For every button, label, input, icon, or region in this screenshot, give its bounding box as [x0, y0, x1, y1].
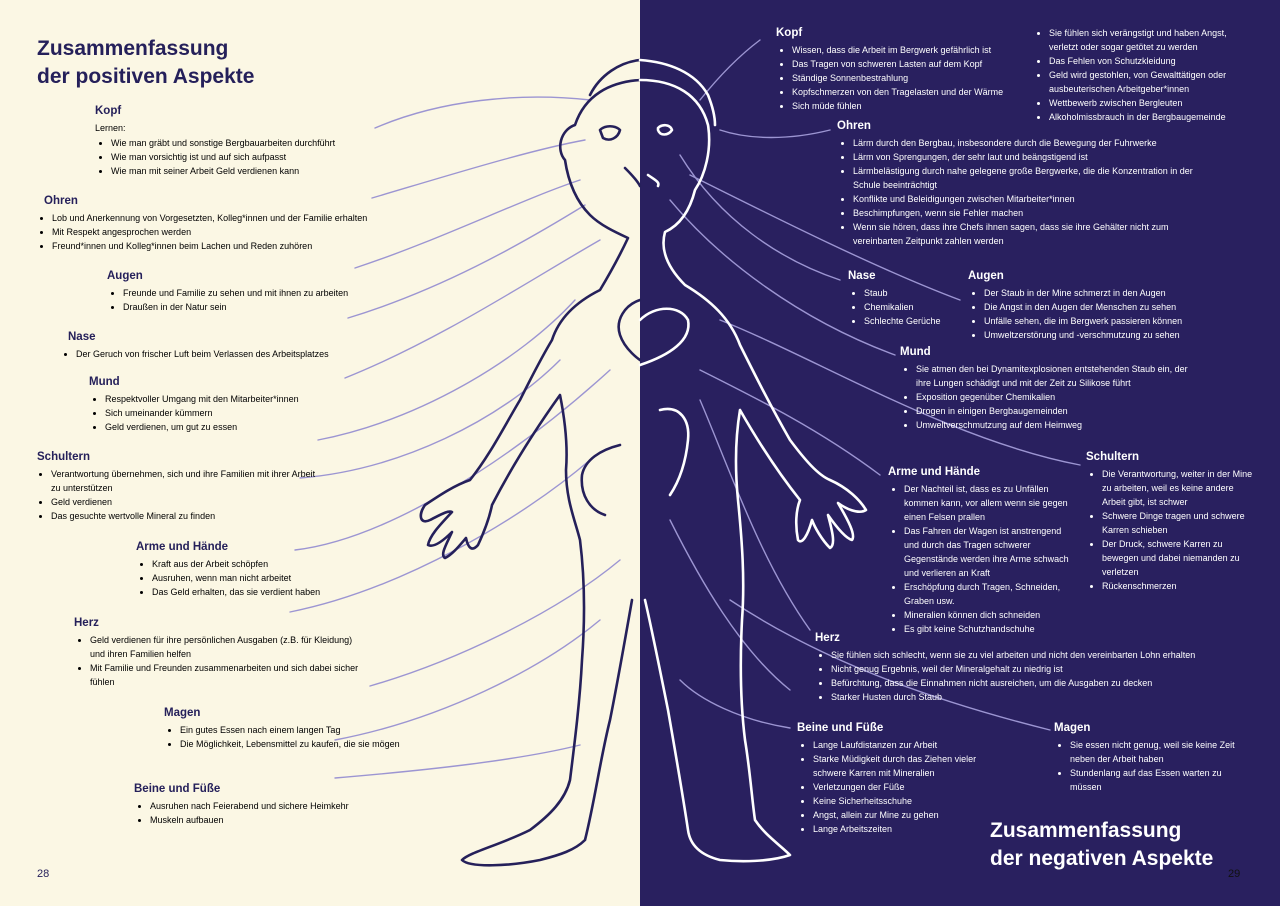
list-item: • Lärm von Sprengungen, der sehr laut und beängstigend ist — [853, 150, 1217, 164]
list-item: • Verantwortung übernehmen, sich und ihre Familien mit ihrer Arbeit zu unterstützen — [51, 467, 327, 495]
left-page-title — [37, 35, 254, 91]
list-item: • Ständige Sonnenbestrahlung — [792, 71, 1036, 85]
left-section-ohren — [44, 194, 464, 253]
list-item: • Freund*innen und Kolleg*innen beim Lachen und Reden zuhören — [52, 239, 464, 253]
right-section-herz — [815, 631, 1245, 704]
list-item: • Starke Müdigkeit durch das Ziehen vieler schwere Karren mit Mineralien — [813, 752, 987, 780]
list-item: • Das Fahren der Wagen ist anstrengend und durch das Tragen schwerer Gegenstände werden ihre Arme schwach und verlieren an Kraft — [904, 524, 1078, 580]
list-item: • Lange Laufdistanzen zur Arbeit — [813, 738, 987, 752]
right-section-magen — [1054, 721, 1244, 794]
list-item: • Mit Familie und Freunden zusammenarbeiten und sich dabei sicher fühlen — [90, 661, 364, 689]
left-title-line2: der positiven Aspekte — [37, 65, 255, 88]
section-heading: Augen — [968, 270, 1004, 282]
list-item: • Exposition gegenüber Chemikalien — [916, 390, 1205, 404]
section-heading: Ohren — [837, 120, 871, 132]
list-item: • Mit Respekt angesprochen werden — [52, 225, 464, 239]
right-section-kopf — [776, 26, 1036, 113]
list-item: • Die Möglichkeit, Lebensmittel zu kaufen, die sie mögen — [180, 737, 464, 751]
list-item: • Das Fehlen von Schutzkleidung — [1049, 54, 1258, 68]
right-section-nase — [848, 269, 963, 328]
list-item: • Lärmbelästigung durch nahe gelegene große Bergwerke, die die Konzentration in der Schule beeinträchtigt — [853, 164, 1217, 192]
list-item: • Rückenschmerzen — [1102, 579, 1256, 593]
list-item: • Das gesuchte wertvolle Mineral zu finden — [51, 509, 327, 523]
section-intro: Lernen: — [95, 123, 126, 133]
list-item: • Stundenlang auf das Essen warten zu müssen — [1070, 766, 1244, 794]
left-section-augen — [107, 269, 527, 314]
right-section-ohren — [837, 119, 1217, 248]
list-item: • Sie fühlen sich verängstigt und haben Angst, verletzt oder sogar getötet zu werden — [1049, 26, 1258, 54]
list-item: • Geld verdienen für ihre persönlichen Ausgaben (z.B. für Kleidung) und ihren Familien helfen — [90, 633, 364, 661]
left-section-beine — [134, 782, 434, 827]
section-heading: Herz — [74, 617, 99, 629]
section-heading: Schultern — [37, 451, 91, 463]
section-heading: Magen — [1054, 722, 1091, 734]
list-item: • Beschimpfungen, wenn sie Fehler machen — [853, 206, 1217, 220]
list-item: • Wie man vorsichtig ist und auf sich aufpasst — [111, 150, 515, 164]
list-item: • Sich umeinander kümmern — [105, 406, 509, 420]
left-section-schultern — [37, 450, 327, 523]
section-heading: Magen — [164, 707, 201, 719]
list-item: • Ausruhen, wenn man nicht arbeitet — [152, 571, 436, 585]
list-item: • Erschöpfung durch Tragen, Schneiden, Graben usw. — [904, 580, 1078, 608]
list-item: • Freunde und Familie zu sehen und mit ihnen zu arbeiten — [123, 286, 527, 300]
list-item: • Verletzungen der Füße — [813, 780, 987, 794]
list-item: • Kraft aus der Arbeit schöpfen — [152, 557, 436, 571]
section-heading: Kopf — [95, 105, 122, 117]
right-section-augen — [968, 269, 1238, 342]
page-number-right: 29 — [1228, 868, 1241, 880]
left-section-nase — [68, 330, 488, 361]
list-item: • Lange Arbeitszeiten — [813, 822, 987, 836]
section-heading: Arme und Hände — [888, 466, 981, 478]
list-item: • Ein gutes Essen nach einem langen Tag — [180, 723, 464, 737]
list-item: • Die Angst in den Augen der Menschen zu sehen — [984, 300, 1238, 314]
list-item: • Wissen, dass die Arbeit im Bergwerk gefährlich ist — [792, 43, 1036, 57]
list-item: • Ausruhen nach Feierabend und sichere Heimkehr — [150, 799, 434, 813]
list-item: • Muskeln aufbauen — [150, 813, 434, 827]
list-item: • Konflikte und Beleidigungen zwischen Mitarbeiter*innen — [853, 192, 1217, 206]
left-section-herz — [74, 616, 364, 689]
list-item: • Umweltzerstörung und -verschmutzung zu sehen — [984, 328, 1238, 342]
section-heading: Mund — [89, 376, 120, 388]
section-heading: Augen — [107, 270, 143, 282]
right-section-arme — [888, 465, 1078, 636]
list-item: • Der Staub in der Mine schmerzt in den Augen — [984, 286, 1238, 300]
list-item: • Geld wird gestohlen, von Gewalttätigen oder ausbeuterischen Arbeitgeber*innen — [1049, 68, 1258, 96]
list-item: • Sie fühlen sich schlecht, wenn sie zu viel arbeiten und nicht den vereinbarten Lohn erhalten — [831, 648, 1245, 662]
list-item: • Sich müde fühlen — [792, 99, 1036, 113]
list-item: • Umweltverschmutzung auf dem Heimweg — [916, 418, 1205, 432]
list-item: • Respektvoller Umgang mit den Mitarbeiter*innen — [105, 392, 509, 406]
list-item: • Befürchtung, dass die Einnahmen nicht ausreichen, um die Ausgaben zu decken — [831, 676, 1245, 690]
list-item: • Die Verantwortung, weiter in der Mine zu arbeiten, weil es keine andere Arbeit gibt, ist schwer — [1102, 467, 1256, 509]
left-section-arme — [136, 540, 436, 599]
list-item: • Das Tragen von schweren Lasten auf dem Kopf — [792, 57, 1036, 71]
list-item: • Nicht genug Ergebnis, weil der Mineralgehalt zu niedrig ist — [831, 662, 1245, 676]
section-heading: Beine und Füße — [134, 783, 221, 795]
list-item: • Sie atmen den bei Dynamitexplosionen entstehenden Staub ein, der ihre Lungen schädigt und mit der Zeit zu Silikose führt — [916, 362, 1205, 390]
list-item: • Wie man gräbt und sonstige Bergbauarbeiten durchführt — [111, 136, 515, 150]
list-item: • Der Geruch von frischer Luft beim Verlassen des Arbeitsplatzes — [76, 347, 488, 361]
right-page-title — [990, 817, 1213, 873]
page-number-left: 28 — [37, 868, 50, 880]
list-item: • Alkoholmissbrauch in der Bergbaugemeinde — [1049, 110, 1258, 124]
right-title-line2: der negativen Aspekte — [990, 847, 1214, 870]
section-heading: Nase — [848, 270, 876, 282]
right-section-schultern — [1086, 450, 1256, 593]
list-item: • Staub — [864, 286, 963, 300]
list-item: • Lob und Anerkennung von Vorgesetzten, Kolleg*innen und der Familie erhalten — [52, 211, 464, 225]
list-item: • Der Nachteil ist, dass es zu Unfällen kommen kann, vor allem wenn sie gegen einen Felsen prallen — [904, 482, 1078, 524]
list-item: • Drogen in einigen Bergbaugemeinden — [916, 404, 1205, 418]
section-heading: Kopf — [776, 27, 803, 39]
section-heading: Ohren — [44, 195, 78, 207]
section-heading: Herz — [815, 632, 840, 644]
list-item: • Angst, allein zur Mine zu gehen — [813, 808, 987, 822]
list-item: • Es gibt keine Schutzhandschuhe — [904, 622, 1078, 636]
right-title-line1: Zusammenfassung — [990, 819, 1182, 842]
list-item: • Geld verdienen — [51, 495, 327, 509]
section-heading: Schultern — [1086, 451, 1140, 463]
list-item: • Geld verdienen, um gut zu essen — [105, 420, 509, 434]
list-item: • Sie essen nicht genug, weil sie keine Zeit neben der Arbeit haben — [1070, 738, 1244, 766]
left-section-magen — [164, 706, 464, 751]
section-heading: Nase — [68, 331, 96, 343]
left-title-line1: Zusammenfassung — [37, 37, 229, 60]
list-item: • Wie man mit seiner Arbeit Geld verdienen kann — [111, 164, 515, 178]
list-item: • Wenn sie hören, dass ihre Chefs ihnen sagen, dass sie ihre Gehälter nicht zum vereinbarten Zeitpunkt zahlen werden — [853, 220, 1217, 248]
section-heading: Arme und Hände — [136, 541, 229, 553]
list-item: • Keine Sicherheitsschuhe — [813, 794, 987, 808]
list-item: • Mineralien können dich schneiden — [904, 608, 1078, 622]
list-item: • Der Druck, schwere Karren zu bewegen und dabei niemanden zu verletzen — [1102, 537, 1256, 579]
list-item: • Schwere Dinge tragen und schwere Karren schieben — [1102, 509, 1256, 537]
list-item: • Unfälle sehen, die im Bergwerk passieren können — [984, 314, 1238, 328]
list-item: • Starker Husten durch Staub — [831, 690, 1245, 704]
left-section-mund — [89, 375, 509, 434]
right-section-beine — [797, 721, 987, 836]
list-item: • Wettbewerb zwischen Bergleuten — [1049, 96, 1258, 110]
right-section-kopf-continued — [1033, 26, 1258, 124]
right-section-mund — [900, 345, 1205, 432]
list-item: • Lärm durch den Bergbau, insbesondere durch die Bewegung der Fuhrwerke — [853, 136, 1217, 150]
list-item: • Chemikalien — [864, 300, 963, 314]
list-item: • Schlechte Gerüche — [864, 314, 963, 328]
list-item: • Draußen in der Natur sein — [123, 300, 527, 314]
left-section-kopf — [95, 104, 515, 178]
section-heading: Beine und Füße — [797, 722, 884, 734]
section-heading: Mund — [900, 346, 931, 358]
list-item: • Kopfschmerzen von den Tragelasten und der Wärme — [792, 85, 1036, 99]
list-item: • Das Geld erhalten, das sie verdient haben — [152, 585, 436, 599]
